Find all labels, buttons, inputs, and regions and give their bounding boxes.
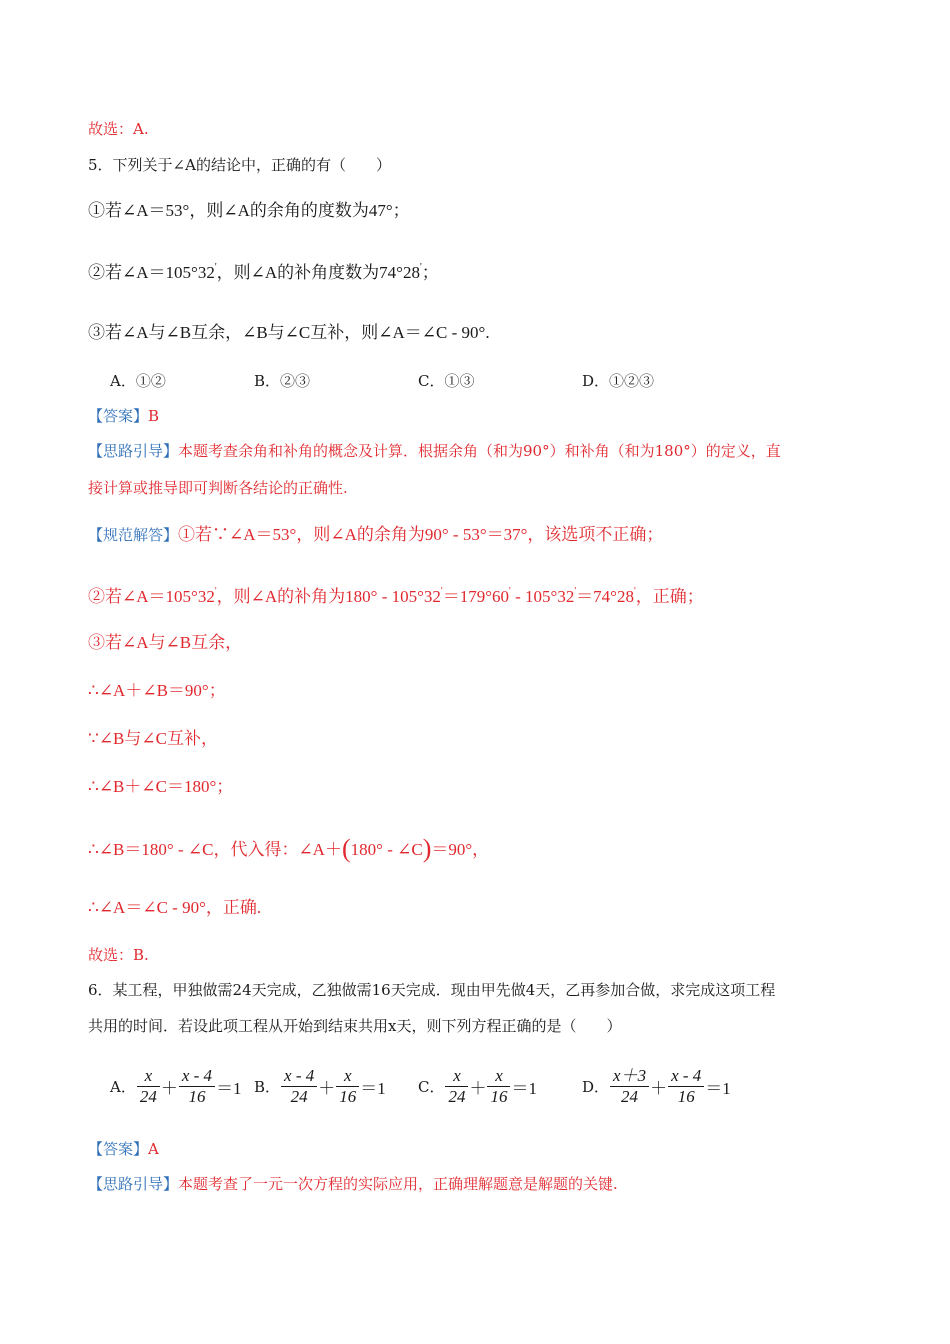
fraction: $\frac{x}{16}$: [336, 1066, 359, 1107]
q5-option-d: D．①②③: [582, 372, 655, 390]
q5-item1: ①若∠A＝53°，则∠A的余角的度数为47°；: [88, 201, 410, 220]
q5-item3: ③若∠A与∠B互余，∠B与∠C互补，则∠A＝∠C - 90°.: [88, 323, 490, 342]
q5-solution-2: ②若∠A＝105°32'，则∠A的补角为180° - 105°32'＝179°60' - 105°32'＝74°28'，正确；: [88, 586, 704, 606]
q5-hint: 【思路引导】本题考查余角和补角的概念及计算．根据余角（和为90°）和补角（和为180°）的定义，直: [88, 442, 781, 460]
fraction: $\frac{x}{24}$: [445, 1066, 468, 1107]
q6-stem-line1: 6．某工程，甲独做需24天完成，乙独做需16天完成．现由甲先做4天，乙再参加合做，求完成这项工程: [88, 981, 776, 999]
left-paren: (: [341, 834, 351, 863]
q5-solution-7: ∴∠B＝180° - ∠C，代入得：∠A＋(180° - ∠C)＝90°，: [88, 834, 490, 863]
q5-option-b: B．②③: [254, 372, 311, 390]
q6-option-d: D． $\frac{x+3}{24}$ ＋ $\frac{x - 4}{16}$ ＝1: [582, 1066, 731, 1106]
q5-item2: ②若∠A＝105°32'，则∠A的补角度数为74°28'；: [88, 262, 439, 282]
fraction: $\frac{x - 4}{24}$: [281, 1066, 317, 1107]
q5-option-c: C．①③: [418, 372, 475, 390]
q5-stem: 5．下列关于∠A的结论中，正确的有（ ）: [88, 156, 391, 174]
q6-answer: 【答案】A: [88, 1140, 159, 1158]
fraction: $\frac{x - 4}{16}$: [668, 1066, 704, 1107]
q6-option-a: A． $\frac{x}{24}$ ＋ $\frac{x - 4}{16}$ ＝1: [110, 1066, 242, 1106]
q5-solution-4: ∴∠A＋∠B＝90°；: [88, 681, 226, 700]
q5-answer: 【答案】B: [88, 407, 160, 425]
fraction: $\frac{x - 4}{16}$: [179, 1066, 215, 1107]
prev-conclusion: 故选：A.: [88, 120, 149, 138]
q5-solution-3: ③若∠A与∠B互余，: [88, 633, 243, 652]
q5-solution-8: ∴∠A＝∠C - 90°，正确.: [88, 898, 262, 917]
q6-option-b: B． $\frac{x - 4}{24}$ ＋ $\frac{x}{16}$ ＝1: [254, 1066, 386, 1106]
q5-option-a: A．①②: [110, 372, 166, 390]
right-paren: ): [422, 834, 432, 863]
q5-conclusion: 故选：B.: [88, 946, 149, 964]
q6-option-c: C． $\frac{x}{24}$ ＋ $\frac{x}{16}$ ＝1: [418, 1066, 537, 1106]
q5-solution-1: 【规范解答】①若∵∠A＝53°，则∠A的余角为90° - 53°＝37°，该选项不正确；: [88, 525, 664, 544]
q6-stem-line2: 共用的时间．若设此项工程从开始到结束共用x天，则下列方程正确的是（ ）: [88, 1017, 622, 1035]
fraction: $\frac{x+3}{24}$: [610, 1066, 649, 1107]
fraction: $\frac{x}{24}$: [137, 1066, 160, 1107]
q5-solution-6: ∴∠B＋∠C＝180°；: [88, 777, 234, 796]
fraction: $\frac{x}{16}$: [487, 1066, 510, 1107]
q5-hint-cont: 接计算或推导即可判断各结论的正确性.: [88, 479, 348, 497]
q6-hint: 【思路引导】本题考查了一元一次方程的实际应用，正确理解题意是解题的关键.: [88, 1175, 618, 1193]
q5-solution-5: ∵∠B与∠C互补，: [88, 729, 218, 748]
